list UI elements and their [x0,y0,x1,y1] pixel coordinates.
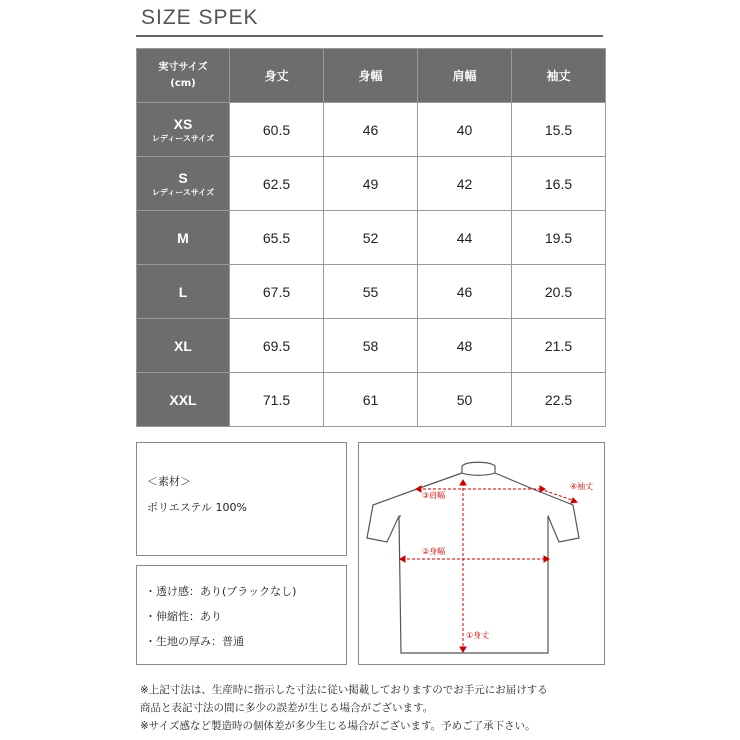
title-divider [136,35,603,37]
table-cell: 48 [418,319,512,373]
table-row [137,265,606,319]
column-header: 袖丈 [512,49,606,103]
shoulder-width-label: ③肩幅 [422,491,446,500]
row-header [137,157,230,211]
column-header: 身幅 [324,49,418,103]
column-header: 身丈 [230,49,324,103]
thickness-property: ・生地の厚み：普通 [145,635,244,648]
table-cell: 65.5 [230,211,324,265]
corner-unit: (cm) [170,77,196,89]
table-row [137,157,606,211]
size-sub-label: レディースサイズ [151,187,215,197]
row-header [137,319,230,373]
column-header: 肩幅 [418,49,512,103]
body-length-label: ①身丈 [466,631,490,640]
table-cell: 52 [324,211,418,265]
table-row [137,319,606,373]
table-cell: 46 [418,265,512,319]
size-label: M [177,229,189,246]
material-box [136,442,347,556]
note-line-2: 商品と表記寸法の間に多少の誤差が生じる場合がございます。 [140,702,434,714]
table-cell: 44 [418,211,512,265]
size-label: S [178,169,188,186]
page-title: SIZE SPEK [141,6,259,29]
table-cell: 15.5 [512,103,606,157]
fabric-properties-box [136,565,347,665]
measurement-lines [400,480,577,652]
table-cell: 67.5 [230,265,324,319]
measurement-diagram-box [358,442,605,665]
corner-label: 実寸サイズ [158,61,208,73]
size-label: XL [174,337,192,354]
table-cell: 40 [418,103,512,157]
note-line-3: ※サイズ感など製造時の個体差が多少生じる場合がございます。予めご了承下さい。 [140,720,536,732]
row-header [137,103,230,157]
material-value: ポリエステル 100% [147,501,247,514]
table-row [137,103,606,157]
table-cell: 20.5 [512,265,606,319]
size-label: XS [173,115,193,132]
size-label: XXL [169,391,197,408]
table-row [137,373,606,427]
note-line-1: ※上記寸法は、生産時に指示した寸法に従い掲載しておりますのでお手元にお届けする [140,684,548,696]
body-width-label: ②身幅 [422,547,446,556]
table-header-row [137,49,606,103]
table-cell: 61 [324,373,418,427]
material-label: ＜素材＞ [147,475,191,488]
table-cell: 49 [324,157,418,211]
row-header [137,373,230,427]
table-cell: 16.5 [512,157,606,211]
sheerness-property: ・透け感：あり(ブラックなし) [145,585,297,598]
table-row [137,211,606,265]
sleeve-length-label: ④袖丈 [570,482,594,491]
table-corner-header [137,49,230,103]
row-header [137,265,230,319]
table-cell: 69.5 [230,319,324,373]
size-table [136,48,606,427]
table-cell: 19.5 [512,211,606,265]
tshirt-diagram [359,443,604,664]
table-cell: 60.5 [230,103,324,157]
table-cell: 55 [324,265,418,319]
table-cell: 62.5 [230,157,324,211]
size-label: L [178,283,188,300]
table-cell: 22.5 [512,373,606,427]
table-cell: 46 [324,103,418,157]
table-cell: 71.5 [230,373,324,427]
row-header [137,211,230,265]
size-sub-label: レディースサイズ [151,133,215,143]
table-cell: 58 [324,319,418,373]
table-cell: 50 [418,373,512,427]
table-cell: 21.5 [512,319,606,373]
stretch-property: ・伸縮性：あり [145,610,222,623]
table-cell: 42 [418,157,512,211]
